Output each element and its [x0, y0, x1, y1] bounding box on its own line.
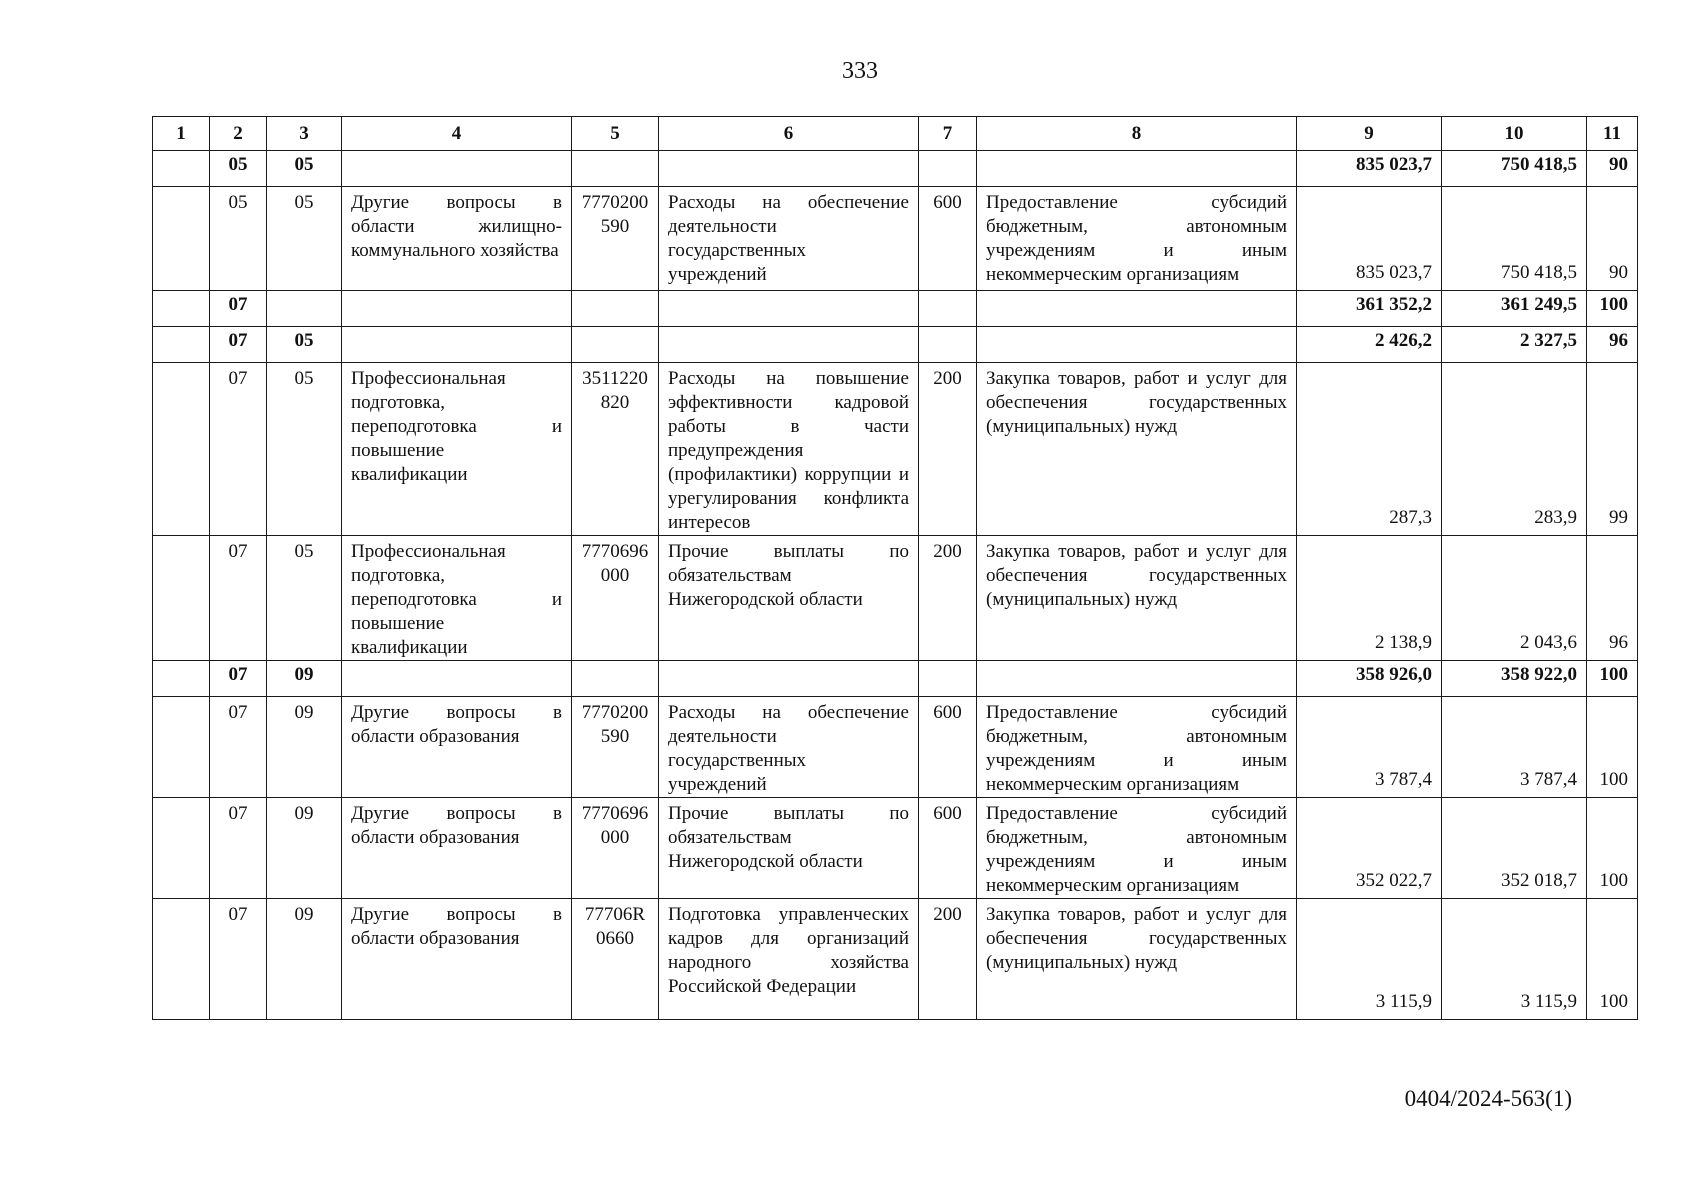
cell-expense-type-name: Закупка товаров, работ и услуг для обеспечения государственных (муниципальных) нужд: [977, 536, 1297, 661]
budget-table: [152, 116, 1638, 1020]
cell-subsection: [267, 291, 342, 327]
cell-col1: [153, 536, 210, 661]
column-header: 8: [977, 117, 1297, 151]
cell-actual-amount: 361 249,5: [1442, 291, 1587, 327]
cell-target-code: [572, 661, 659, 697]
cell-subsection-name: [342, 151, 572, 187]
cell-expense-type-name: Предоставление субсидий бюджетным, автономным учреждениям и иным некоммерческим организациям: [977, 798, 1297, 899]
cell-actual-amount: 283,9: [1442, 363, 1587, 536]
cell-target-name: Подготовка управленческих кадров для организаций народного хозяйства Российской Федерации: [659, 899, 919, 1020]
cell-subsection-name: [342, 661, 572, 697]
cell-subsection-name: Другие вопросы в области образования: [342, 697, 572, 798]
cell-expense-type-name: Предоставление субсидий бюджетным, автономным учреждениям и иным некоммерческим организациям: [977, 187, 1297, 291]
cell-expense-type: 200: [919, 536, 977, 661]
cell-percent: 90: [1587, 151, 1638, 187]
cell-subsection: 09: [267, 798, 342, 899]
cell-subsection: 09: [267, 899, 342, 1020]
table-row: [153, 187, 1638, 291]
column-header: 11: [1587, 117, 1638, 151]
cell-section: 07: [210, 327, 267, 363]
table-row: [153, 798, 1638, 899]
cell-subsection-name: Профессиональная подготовка, переподготовка и повышение квалификации: [342, 363, 572, 536]
cell-percent: 100: [1587, 697, 1638, 798]
cell-actual-amount: 2 043,6: [1442, 536, 1587, 661]
cell-section: 07: [210, 697, 267, 798]
cell-expense-type: [919, 327, 977, 363]
cell-actual-amount: 750 418,5: [1442, 187, 1587, 291]
cell-subsection: 05: [267, 187, 342, 291]
cell-target-code: 7770696000: [572, 536, 659, 661]
cell-col1: [153, 697, 210, 798]
cell-expense-type: 600: [919, 798, 977, 899]
cell-expense-type-name: Закупка товаров, работ и услуг для обеспечения государственных (муниципальных) нужд: [977, 899, 1297, 1020]
cell-actual-amount: 750 418,5: [1442, 151, 1587, 187]
cell-actual-amount: 3 115,9: [1442, 899, 1587, 1020]
cell-target-code: 7770200590: [572, 697, 659, 798]
cell-percent: 90: [1587, 187, 1638, 291]
cell-subsection: 09: [267, 661, 342, 697]
cell-target-name: [659, 661, 919, 697]
cell-expense-type: [919, 661, 977, 697]
cell-target-name: [659, 291, 919, 327]
cell-target-name: Расходы на обеспечение деятельности государственных учреждений: [659, 187, 919, 291]
cell-target-code: [572, 327, 659, 363]
document-id: 0404/2024-563(1): [1404, 1086, 1572, 1111]
page-number: 333: [842, 58, 878, 84]
table-row: [153, 697, 1638, 798]
cell-col1: [153, 661, 210, 697]
cell-section: 07: [210, 291, 267, 327]
column-header: 3: [267, 117, 342, 151]
cell-expense-type-name: [977, 327, 1297, 363]
cell-target-name: [659, 151, 919, 187]
cell-plan-amount: 835 023,7: [1297, 151, 1442, 187]
cell-plan-amount: 3 787,4: [1297, 697, 1442, 798]
cell-subsection-name: Другие вопросы в области жилищно-коммунального хозяйства: [342, 187, 572, 291]
cell-section: 05: [210, 151, 267, 187]
cell-percent: 100: [1587, 899, 1638, 1020]
cell-expense-type: [919, 151, 977, 187]
cell-target-name: Прочие выплаты по обязательствам Нижегородской области: [659, 798, 919, 899]
cell-subsection: 05: [267, 151, 342, 187]
header-row: [153, 117, 1638, 151]
cell-target-code: [572, 291, 659, 327]
column-header: 1: [153, 117, 210, 151]
cell-plan-amount: 358 926,0: [1297, 661, 1442, 697]
cell-col1: [153, 187, 210, 291]
cell-target-name: [659, 327, 919, 363]
subtotal-row: [153, 661, 1638, 697]
cell-subsection: 05: [267, 536, 342, 661]
cell-expense-type: [919, 291, 977, 327]
subtotal-row: [153, 327, 1638, 363]
cell-plan-amount: 835 023,7: [1297, 187, 1442, 291]
cell-section: 07: [210, 363, 267, 536]
cell-plan-amount: 361 352,2: [1297, 291, 1442, 327]
column-header: 5: [572, 117, 659, 151]
cell-subsection-name: Другие вопросы в области образования: [342, 798, 572, 899]
cell-plan-amount: 2 426,2: [1297, 327, 1442, 363]
column-header: 6: [659, 117, 919, 151]
cell-target-code: 7770200590: [572, 187, 659, 291]
cell-expense-type: 200: [919, 363, 977, 536]
cell-section: 07: [210, 661, 267, 697]
cell-col1: [153, 798, 210, 899]
cell-subsection-name: Профессиональная подготовка, переподготовка и повышение квалификации: [342, 536, 572, 661]
cell-subsection: 05: [267, 327, 342, 363]
column-header: 10: [1442, 117, 1587, 151]
cell-col1: [153, 151, 210, 187]
cell-plan-amount: 3 115,9: [1297, 899, 1442, 1020]
cell-target-code: 3511220820: [572, 363, 659, 536]
column-header: 9: [1297, 117, 1442, 151]
cell-actual-amount: 352 018,7: [1442, 798, 1587, 899]
cell-expense-type: 600: [919, 697, 977, 798]
cell-target-code: 77706R0660: [572, 899, 659, 1020]
cell-col1: [153, 327, 210, 363]
cell-target-code: [572, 151, 659, 187]
cell-subsection-name: Другие вопросы в области образования: [342, 899, 572, 1020]
column-header: 4: [342, 117, 572, 151]
cell-col1: [153, 899, 210, 1020]
cell-section: 07: [210, 899, 267, 1020]
column-header: 7: [919, 117, 977, 151]
column-header: 2: [210, 117, 267, 151]
cell-target-code: 7770696000: [572, 798, 659, 899]
cell-col1: [153, 291, 210, 327]
cell-target-name: Расходы на повышение эффективности кадровой работы в части предупреждения (профилактики) коррупции и урегулирования конфликта интересов: [659, 363, 919, 536]
cell-target-name: Расходы на обеспечение деятельности государственных учреждений: [659, 697, 919, 798]
cell-section: 07: [210, 536, 267, 661]
cell-subsection-name: [342, 291, 572, 327]
cell-percent: 100: [1587, 661, 1638, 697]
cell-percent: 100: [1587, 291, 1638, 327]
subtotal-row: [153, 291, 1638, 327]
cell-expense-type: 600: [919, 187, 977, 291]
cell-plan-amount: 287,3: [1297, 363, 1442, 536]
cell-subsection: 05: [267, 363, 342, 536]
cell-target-name: Прочие выплаты по обязательствам Нижегородской области: [659, 536, 919, 661]
cell-subsection: 09: [267, 697, 342, 798]
cell-section: 05: [210, 187, 267, 291]
cell-subsection-name: [342, 327, 572, 363]
cell-plan-amount: 2 138,9: [1297, 536, 1442, 661]
cell-actual-amount: 3 787,4: [1442, 697, 1587, 798]
cell-expense-type-name: Предоставление субсидий бюджетным, автономным учреждениям и иным некоммерческим организациям: [977, 697, 1297, 798]
cell-section: 07: [210, 798, 267, 899]
cell-percent: 96: [1587, 327, 1638, 363]
cell-actual-amount: 2 327,5: [1442, 327, 1587, 363]
cell-percent: 100: [1587, 798, 1638, 899]
cell-percent: 99: [1587, 363, 1638, 536]
cell-expense-type-name: [977, 661, 1297, 697]
cell-expense-type-name: Закупка товаров, работ и услуг для обеспечения государственных (муниципальных) нужд: [977, 363, 1297, 536]
table-row: [153, 899, 1638, 1020]
cell-expense-type: 200: [919, 899, 977, 1020]
cell-expense-type-name: [977, 291, 1297, 327]
cell-actual-amount: 358 922,0: [1442, 661, 1587, 697]
table-row: [153, 363, 1638, 536]
cell-plan-amount: 352 022,7: [1297, 798, 1442, 899]
table-row: [153, 536, 1638, 661]
cell-col1: [153, 363, 210, 536]
cell-expense-type-name: [977, 151, 1297, 187]
subtotal-row: [153, 151, 1638, 187]
cell-percent: 96: [1587, 536, 1638, 661]
